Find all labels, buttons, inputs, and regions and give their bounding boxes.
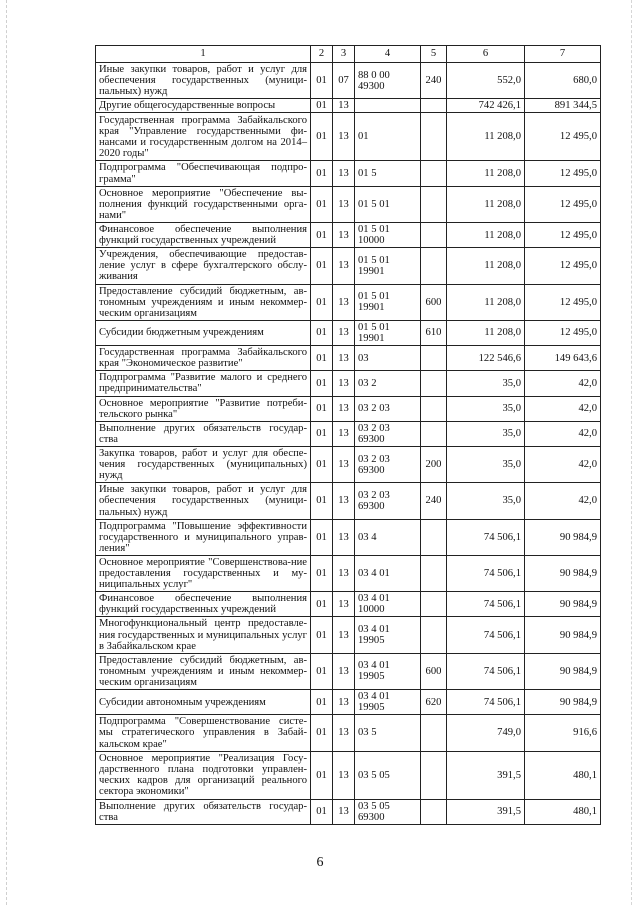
row-expense-type-cell: 240 bbox=[421, 63, 447, 99]
row-expense-type-cell: 200 bbox=[421, 446, 447, 482]
row-expense-type-cell bbox=[421, 592, 447, 617]
row-sum-year1-cell: 35,0 bbox=[447, 371, 525, 396]
table-row bbox=[96, 396, 601, 421]
row-name-cell: Основное мероприятие "Обеспечение вы-полнения функций государственными орга-нами" bbox=[96, 186, 311, 222]
row-sum-year2-cell: 891 344,5 bbox=[525, 99, 601, 113]
row-name-cell: Основное мероприятие "Реализация Госу-дарственного плана подготовки управлен-ческих кадров для организаций реального сектора экономики" bbox=[96, 751, 311, 799]
row-sum-year2-cell: 42,0 bbox=[525, 371, 601, 396]
row-name-cell: Основное мероприятие "Совершенствова-ние предоставления государственных и му-ниципальных услуг" bbox=[96, 555, 311, 591]
row-sum-year2-cell: 42,0 bbox=[525, 483, 601, 519]
row-section-cell: 01 bbox=[311, 653, 333, 689]
row-target-article-cell: 03 2 03 69300 bbox=[355, 446, 421, 482]
row-sum-year2-cell: 42,0 bbox=[525, 396, 601, 421]
table-row bbox=[96, 519, 601, 555]
row-section-cell: 01 bbox=[311, 751, 333, 799]
row-sum-year1-cell: 74 506,1 bbox=[447, 592, 525, 617]
row-target-article-cell: 03 bbox=[355, 346, 421, 371]
row-target-article-cell: 03 2 03 bbox=[355, 396, 421, 421]
row-target-article-cell: 03 4 01 10000 bbox=[355, 592, 421, 617]
row-sum-year1-cell: 11 208,0 bbox=[447, 222, 525, 247]
row-subsection-cell: 13 bbox=[333, 222, 355, 247]
row-name-cell: Подпрограмма "Повышение эффективности государственного и муниципального управ-ления" bbox=[96, 519, 311, 555]
row-expense-type-cell bbox=[421, 113, 447, 161]
row-sum-year2-cell: 42,0 bbox=[525, 446, 601, 482]
table-row bbox=[96, 446, 601, 482]
row-target-article-cell: 03 4 bbox=[355, 519, 421, 555]
row-section-cell: 01 bbox=[311, 617, 333, 653]
row-expense-type-cell bbox=[421, 248, 447, 284]
table-row bbox=[96, 371, 601, 396]
row-subsection-cell: 13 bbox=[333, 751, 355, 799]
row-name-cell: Субсидии автономным учреждениям bbox=[96, 690, 311, 715]
row-sum-year2-cell: 12 495,0 bbox=[525, 248, 601, 284]
table-row bbox=[96, 690, 601, 715]
row-name-cell: Предоставление субсидий бюджетным, ав-тономным учреждениям и иным некоммер-ческим организациям bbox=[96, 284, 311, 320]
row-expense-type-cell: 600 bbox=[421, 284, 447, 320]
row-sum-year1-cell: 11 208,0 bbox=[447, 320, 525, 345]
row-sum-year2-cell: 916,6 bbox=[525, 715, 601, 751]
row-sum-year2-cell: 149 643,6 bbox=[525, 346, 601, 371]
row-section-cell: 01 bbox=[311, 555, 333, 591]
row-sum-year1-cell: 35,0 bbox=[447, 446, 525, 482]
row-target-article-cell: 01 5 bbox=[355, 161, 421, 186]
budget-table bbox=[95, 45, 601, 825]
row-subsection-cell: 07 bbox=[333, 63, 355, 99]
table-row bbox=[96, 99, 601, 113]
row-sum-year1-cell: 35,0 bbox=[447, 483, 525, 519]
row-section-cell: 01 bbox=[311, 715, 333, 751]
row-subsection-cell: 13 bbox=[333, 346, 355, 371]
row-name-cell: Предоставление субсидий бюджетным, ав-тономным учреждениям и иным некоммер-ческим организациям bbox=[96, 653, 311, 689]
row-subsection-cell: 13 bbox=[333, 715, 355, 751]
row-name-cell: Многофункциональный центр предоставле-ния государственных и муниципальных услуг в Забайкальском крае bbox=[96, 617, 311, 653]
row-target-article-cell: 01 5 01 19901 bbox=[355, 248, 421, 284]
row-sum-year1-cell: 35,0 bbox=[447, 396, 525, 421]
row-target-article-cell: 01 5 01 19901 bbox=[355, 320, 421, 345]
row-sum-year2-cell: 42,0 bbox=[525, 421, 601, 446]
page-number: 6 bbox=[316, 855, 324, 870]
table-row bbox=[96, 483, 601, 519]
row-name-cell: Закупка товаров, работ и услуг для обеспе-чения государственных (муниципальных) нужд bbox=[96, 446, 311, 482]
row-expense-type-cell bbox=[421, 161, 447, 186]
row-expense-type-cell bbox=[421, 751, 447, 799]
row-sum-year1-cell: 11 208,0 bbox=[447, 186, 525, 222]
row-name-cell: Основное мероприятие "Развитие потреби-тельского рынка" bbox=[96, 396, 311, 421]
table-row bbox=[96, 653, 601, 689]
table-row bbox=[96, 248, 601, 284]
row-sum-year1-cell: 11 208,0 bbox=[447, 113, 525, 161]
row-sum-year1-cell: 552,0 bbox=[447, 63, 525, 99]
table-row bbox=[96, 186, 601, 222]
row-expense-type-cell: 620 bbox=[421, 690, 447, 715]
row-section-cell: 01 bbox=[311, 346, 333, 371]
row-sum-year2-cell: 90 984,9 bbox=[525, 555, 601, 591]
row-target-article-cell: 03 4 01 19905 bbox=[355, 690, 421, 715]
row-target-article-cell: 03 2 bbox=[355, 371, 421, 396]
row-section-cell: 01 bbox=[311, 248, 333, 284]
row-sum-year2-cell: 90 984,9 bbox=[525, 617, 601, 653]
row-subsection-cell: 13 bbox=[333, 592, 355, 617]
header-cell: 7 bbox=[525, 46, 601, 63]
row-expense-type-cell bbox=[421, 715, 447, 751]
scan-edge-left bbox=[6, 0, 7, 905]
row-expense-type-cell bbox=[421, 555, 447, 591]
header-cell: 4 bbox=[355, 46, 421, 63]
header-row bbox=[96, 46, 601, 63]
row-section-cell: 01 bbox=[311, 99, 333, 113]
row-sum-year2-cell: 480,1 bbox=[525, 799, 601, 824]
row-expense-type-cell bbox=[421, 421, 447, 446]
row-expense-type-cell bbox=[421, 396, 447, 421]
row-section-cell: 01 bbox=[311, 63, 333, 99]
row-target-article-cell: 88 0 00 49300 bbox=[355, 63, 421, 99]
row-expense-type-cell: 600 bbox=[421, 653, 447, 689]
table-row bbox=[96, 421, 601, 446]
row-subsection-cell: 13 bbox=[333, 421, 355, 446]
row-subsection-cell: 13 bbox=[333, 186, 355, 222]
row-target-article-cell: 03 5 05 bbox=[355, 751, 421, 799]
row-section-cell: 01 bbox=[311, 446, 333, 482]
row-target-article-cell: 01 bbox=[355, 113, 421, 161]
row-name-cell: Другие общегосударственные вопросы bbox=[96, 99, 311, 113]
row-section-cell: 01 bbox=[311, 799, 333, 824]
row-name-cell: Финансовое обеспечение выполнения функций государственных учреждений bbox=[96, 222, 311, 247]
row-name-cell: Финансовое обеспечение выполнения функций государственных учреждений bbox=[96, 592, 311, 617]
row-section-cell: 01 bbox=[311, 519, 333, 555]
row-name-cell: Подпрограмма "Обеспечивающая подпро-грамма" bbox=[96, 161, 311, 186]
table-row bbox=[96, 617, 601, 653]
row-subsection-cell: 13 bbox=[333, 690, 355, 715]
row-expense-type-cell bbox=[421, 346, 447, 371]
row-name-cell: Государственная программа Забайкальского края "Экономическое развитие" bbox=[96, 346, 311, 371]
row-subsection-cell: 13 bbox=[333, 99, 355, 113]
row-target-article-cell: 03 4 01 bbox=[355, 555, 421, 591]
row-target-article-cell: 03 2 03 69300 bbox=[355, 421, 421, 446]
row-sum-year2-cell: 12 495,0 bbox=[525, 222, 601, 247]
row-name-cell: Иные закупки товаров, работ и услуг для обеспечения государственных (муници-пальных) нужд bbox=[96, 63, 311, 99]
row-sum-year1-cell: 11 208,0 bbox=[447, 284, 525, 320]
row-sum-year2-cell: 90 984,9 bbox=[525, 592, 601, 617]
row-expense-type-cell bbox=[421, 519, 447, 555]
row-subsection-cell: 13 bbox=[333, 799, 355, 824]
row-target-article-cell: 03 4 01 19905 bbox=[355, 653, 421, 689]
row-sum-year1-cell: 749,0 bbox=[447, 715, 525, 751]
row-name-cell: Выполнение других обязательств государ-ства bbox=[96, 799, 311, 824]
row-expense-type-cell bbox=[421, 186, 447, 222]
row-expense-type-cell: 610 bbox=[421, 320, 447, 345]
header-cell: 3 bbox=[333, 46, 355, 63]
row-sum-year1-cell: 74 506,1 bbox=[447, 690, 525, 715]
row-sum-year1-cell: 74 506,1 bbox=[447, 519, 525, 555]
row-section-cell: 01 bbox=[311, 371, 333, 396]
row-subsection-cell: 13 bbox=[333, 446, 355, 482]
row-sum-year2-cell: 12 495,0 bbox=[525, 113, 601, 161]
row-target-article-cell: 03 4 01 19905 bbox=[355, 617, 421, 653]
row-subsection-cell: 13 bbox=[333, 396, 355, 421]
row-expense-type-cell: 240 bbox=[421, 483, 447, 519]
row-section-cell: 01 bbox=[311, 284, 333, 320]
row-sum-year2-cell: 12 495,0 bbox=[525, 186, 601, 222]
row-section-cell: 01 bbox=[311, 421, 333, 446]
row-target-article-cell: 01 5 01 10000 bbox=[355, 222, 421, 247]
row-sum-year2-cell: 12 495,0 bbox=[525, 320, 601, 345]
row-section-cell: 01 bbox=[311, 113, 333, 161]
table-row bbox=[96, 715, 601, 751]
row-subsection-cell: 13 bbox=[333, 371, 355, 396]
row-target-article-cell bbox=[355, 99, 421, 113]
table-row bbox=[96, 284, 601, 320]
row-target-article-cell: 03 5 bbox=[355, 715, 421, 751]
row-sum-year2-cell: 90 984,9 bbox=[525, 690, 601, 715]
header-cell: 1 bbox=[96, 46, 311, 63]
header-cell: 6 bbox=[447, 46, 525, 63]
row-sum-year1-cell: 11 208,0 bbox=[447, 161, 525, 186]
row-name-cell: Подпрограмма "Развитие малого и среднего предпринимательства" bbox=[96, 371, 311, 396]
row-expense-type-cell bbox=[421, 371, 447, 396]
table-row bbox=[96, 222, 601, 247]
header-cell: 5 bbox=[421, 46, 447, 63]
row-sum-year1-cell: 74 506,1 bbox=[447, 555, 525, 591]
row-subsection-cell: 13 bbox=[333, 483, 355, 519]
row-sum-year1-cell: 391,5 bbox=[447, 799, 525, 824]
row-sum-year2-cell: 680,0 bbox=[525, 63, 601, 99]
row-sum-year1-cell: 35,0 bbox=[447, 421, 525, 446]
table-row bbox=[96, 799, 601, 824]
row-sum-year2-cell: 12 495,0 bbox=[525, 161, 601, 186]
row-name-cell: Выполнение других обязательств государ-ства bbox=[96, 421, 311, 446]
row-sum-year1-cell: 11 208,0 bbox=[447, 248, 525, 284]
row-section-cell: 01 bbox=[311, 320, 333, 345]
row-subsection-cell: 13 bbox=[333, 284, 355, 320]
row-target-article-cell: 03 2 03 69300 bbox=[355, 483, 421, 519]
row-expense-type-cell bbox=[421, 799, 447, 824]
row-section-cell: 01 bbox=[311, 161, 333, 186]
row-subsection-cell: 13 bbox=[333, 617, 355, 653]
row-subsection-cell: 13 bbox=[333, 248, 355, 284]
table-row bbox=[96, 63, 601, 99]
row-subsection-cell: 13 bbox=[333, 113, 355, 161]
table-body bbox=[96, 63, 601, 825]
row-section-cell: 01 bbox=[311, 592, 333, 617]
row-sum-year2-cell: 480,1 bbox=[525, 751, 601, 799]
row-name-cell: Учреждения, обеспечивающие предостав-ление услуг в сфере бухгалтерского обслу-живания bbox=[96, 248, 311, 284]
table-row bbox=[96, 320, 601, 345]
row-target-article-cell: 03 5 05 69300 bbox=[355, 799, 421, 824]
row-name-cell: Субсидии бюджетным учреждениям bbox=[96, 320, 311, 345]
row-section-cell: 01 bbox=[311, 483, 333, 519]
row-subsection-cell: 13 bbox=[333, 653, 355, 689]
row-target-article-cell: 01 5 01 19901 bbox=[355, 284, 421, 320]
row-section-cell: 01 bbox=[311, 222, 333, 247]
row-section-cell: 01 bbox=[311, 186, 333, 222]
row-subsection-cell: 13 bbox=[333, 161, 355, 186]
row-subsection-cell: 13 bbox=[333, 555, 355, 591]
row-name-cell: Подпрограмма "Совершенствование систе-мы стратегического управления в Забай-кальском крае" bbox=[96, 715, 311, 751]
table-row bbox=[96, 751, 601, 799]
row-sum-year1-cell: 122 546,6 bbox=[447, 346, 525, 371]
table-row bbox=[96, 592, 601, 617]
row-sum-year1-cell: 74 506,1 bbox=[447, 653, 525, 689]
row-expense-type-cell bbox=[421, 222, 447, 247]
row-sum-year2-cell: 12 495,0 bbox=[525, 284, 601, 320]
row-section-cell: 01 bbox=[311, 396, 333, 421]
header-cell: 2 bbox=[311, 46, 333, 63]
row-section-cell: 01 bbox=[311, 690, 333, 715]
row-expense-type-cell bbox=[421, 617, 447, 653]
scan-edge-right bbox=[631, 0, 632, 905]
table-row bbox=[96, 113, 601, 161]
row-sum-year2-cell: 90 984,9 bbox=[525, 653, 601, 689]
row-subsection-cell: 13 bbox=[333, 519, 355, 555]
row-expense-type-cell bbox=[421, 99, 447, 113]
table-row bbox=[96, 346, 601, 371]
row-sum-year2-cell: 90 984,9 bbox=[525, 519, 601, 555]
row-sum-year1-cell: 74 506,1 bbox=[447, 617, 525, 653]
table-row bbox=[96, 555, 601, 591]
table-row bbox=[96, 161, 601, 186]
row-name-cell: Иные закупки товаров, работ и услуг для обеспечения государственных (муници-пальных) нужд bbox=[96, 483, 311, 519]
row-sum-year1-cell: 742 426,1 bbox=[447, 99, 525, 113]
row-target-article-cell: 01 5 01 bbox=[355, 186, 421, 222]
row-sum-year1-cell: 391,5 bbox=[447, 751, 525, 799]
row-name-cell: Государственная программа Забайкальского края "Управление государственными фи-нансами и государственным долгом на 2014–2020 годы" bbox=[96, 113, 311, 161]
row-subsection-cell: 13 bbox=[333, 320, 355, 345]
